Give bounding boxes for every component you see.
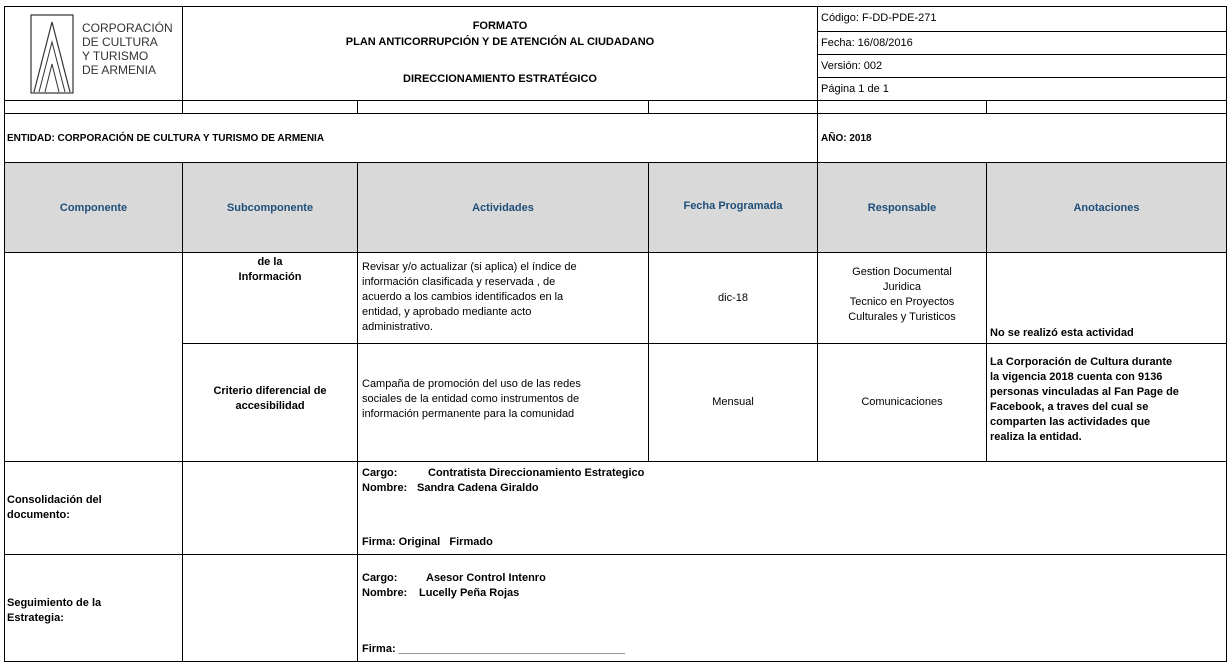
row2-anotacion-l5: comparten las actividades que xyxy=(990,416,1151,428)
col-componente-label: Componente xyxy=(59,201,128,214)
row2-actividad-l3: información permanente para la comunidad xyxy=(362,408,575,420)
fecha-text: Fecha: 16/08/2016 xyxy=(821,37,913,49)
row2-anotacion-l1: La Corporación de Cultura durante xyxy=(990,356,1173,368)
row2-actividad-l2: sociales de la entidad como instrumentos de xyxy=(362,393,580,405)
col-actividades xyxy=(357,162,649,253)
consolidacion-nombre-value: Sandra Cadena Giraldo xyxy=(417,482,539,494)
col-anotaciones-label: Anotaciones xyxy=(1073,201,1140,214)
row1-responsable-l2: Juridica xyxy=(883,281,921,293)
logo-text-3: Y TURISMO xyxy=(82,49,149,63)
entidad-text: ENTIDAD: CORPORACIÓN DE CULTURA Y TURISMO DE ARMENIA xyxy=(7,133,325,144)
row1-actividad-l3: acuerdo a los cambios identificados en la xyxy=(362,291,564,303)
row1-actividad-l2: información clasificada y reservada , de xyxy=(362,276,556,288)
row1-actividad-l4: entidad, y aprobado mediante acto xyxy=(362,306,532,318)
seguimiento-label-l2: Estrategia: xyxy=(7,612,64,624)
col-actividades-label: Actividades xyxy=(472,201,534,214)
plan-title: PLAN ANTICORRUPCIÓN Y DE ATENCIÓN AL CIUDADANO xyxy=(345,36,655,48)
row1-responsable-l1: Gestion Documental xyxy=(852,266,952,278)
row2-anotacion-l3: personas vinculadas al Fan Page de xyxy=(990,386,1179,398)
seguimiento-firma: Firma: _____________________________________ xyxy=(362,643,626,655)
col-subcomponente xyxy=(182,162,358,253)
row2-fecha-text: Mensual xyxy=(712,396,754,408)
consolidacion-label-cell xyxy=(4,461,183,555)
row1-anotacion-text: No se realizó esta actividad xyxy=(990,327,1134,339)
consolidacion-cargo-value: Contratista Direccionamiento Estrategico xyxy=(428,467,645,479)
row2-subcomponente-l2: accesibilidad xyxy=(235,400,305,412)
formato-title: FORMATO xyxy=(472,20,528,32)
componente-cell xyxy=(4,252,183,462)
row2-fecha xyxy=(648,343,818,462)
logo-text-4: DE ARMENIA xyxy=(82,63,157,77)
consolidacion-blank-cell xyxy=(182,461,358,555)
consolidacion-firma: Firma: Original Firmado xyxy=(362,536,493,548)
consolidacion-label-l1: Consolidación del xyxy=(7,494,102,506)
spacer-cell-5 xyxy=(817,100,987,114)
seguimiento-cargo-value: Asesor Control Intenro xyxy=(426,572,546,584)
version-text: Versión: 002 xyxy=(821,60,883,72)
seguimiento-nombre-label: Nombre: xyxy=(362,587,408,599)
logo-text-1: CORPORACIÓN xyxy=(82,21,173,35)
row1-responsable-l3: Tecnico en Proyectos xyxy=(849,296,955,308)
row2-subcomponente-l1: Criterio diferencial de xyxy=(213,385,327,397)
row2-anotacion-l6: realiza la entidad. xyxy=(990,431,1082,443)
row1-responsable-l4: Culturales y Turisticos xyxy=(848,311,956,323)
consolidacion-cargo-label: Cargo: xyxy=(362,467,398,479)
col-responsable xyxy=(817,162,987,253)
consolidacion-nombre-label: Nombre: xyxy=(362,482,408,494)
section-title: DIRECCIONAMIENTO ESTRATÉGICO xyxy=(403,73,597,85)
anio-cell xyxy=(817,113,1227,163)
row1-fecha xyxy=(648,252,818,344)
col-responsable-label: Responsable xyxy=(867,201,937,214)
consolidacion-label-l2: documento: xyxy=(7,509,70,521)
seguimiento-label-l1: Seguimiento de la xyxy=(7,597,102,609)
col-subcomponente-label: Subcomponente xyxy=(226,201,314,214)
seguimiento-cargo-label: Cargo: xyxy=(362,572,398,584)
col-componente xyxy=(4,162,183,253)
logo-text-2: DE CULTURA xyxy=(82,35,158,49)
row2-responsable-text: Comunicaciones xyxy=(861,396,943,408)
row1-fecha-text: dic-18 xyxy=(718,291,748,304)
seguimiento-nombre-value: Lucelly Peña Rojas xyxy=(419,587,520,599)
seguimiento-blank-cell xyxy=(182,554,358,662)
spacer-cell-2 xyxy=(182,100,358,114)
col-fecha xyxy=(648,162,818,253)
col-anotaciones xyxy=(986,162,1227,253)
spacer-cell-6 xyxy=(986,100,1227,114)
pagina-text: Página 1 de 1 xyxy=(821,83,889,95)
spacer-cell-1 xyxy=(4,100,183,114)
codigo-text: Código: F-DD-PDE-271 xyxy=(821,12,937,24)
spacer-cell-3 xyxy=(357,100,649,114)
col-fecha-label: Fecha Programada xyxy=(683,200,783,212)
row2-responsable xyxy=(817,343,987,462)
row2-anotacion-l2: la vigencia 2018 cuenta con 9136 xyxy=(990,371,1163,383)
row1-actividad-l5: administrativo. xyxy=(362,321,433,333)
logo-icon xyxy=(30,14,74,94)
spacer-cell-4 xyxy=(648,100,818,114)
row2-actividad-l1: Campaña de promoción del uso de las redes xyxy=(362,378,581,390)
row1-actividad-l1: Revisar y/o actualizar (si aplica) el índice de xyxy=(362,261,577,273)
row1-subcomponente-l1: de la xyxy=(257,256,283,268)
anio-text: AÑO: 2018 xyxy=(821,133,872,144)
row1-subcomponente-l2: Información xyxy=(238,271,302,283)
row2-anotacion-l4: Facebook, a traves del cual se xyxy=(990,401,1149,413)
